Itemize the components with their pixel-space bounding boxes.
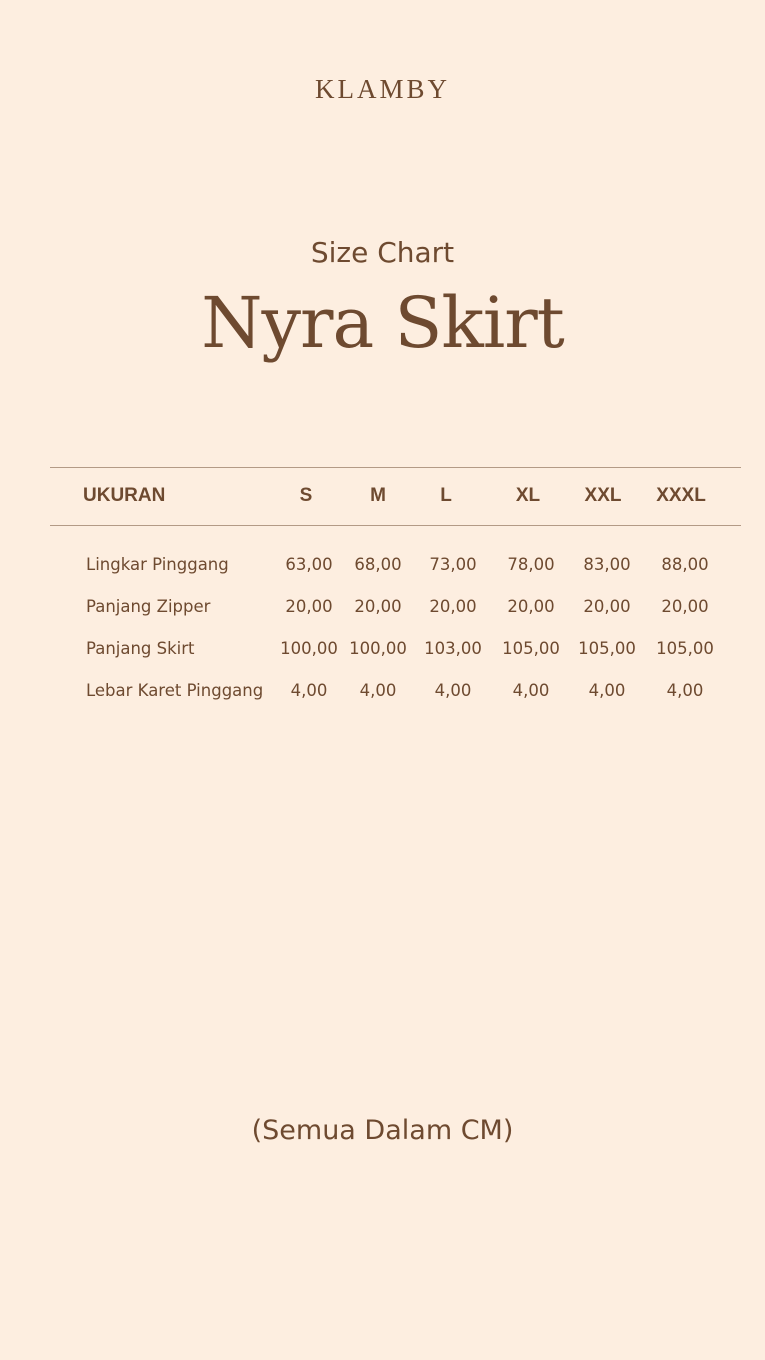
- table-cell: 20,00: [354, 597, 402, 616]
- header-size-m: M: [370, 485, 386, 506]
- table-cell: 73,00: [429, 555, 477, 574]
- table-top-divider: [50, 467, 741, 468]
- table-cell: 4,00: [434, 681, 472, 700]
- row-label-panjang-skirt: Panjang Skirt: [86, 639, 195, 658]
- header-size-xxxl: XXXL: [656, 485, 706, 506]
- table-cell: 68,00: [354, 555, 402, 574]
- table-cell: 105,00: [656, 639, 714, 658]
- table-cell: 100,00: [280, 639, 338, 658]
- table-cell: 100,00: [349, 639, 407, 658]
- row-label-lingkar-pinggang: Lingkar Pinggang: [86, 555, 229, 574]
- header-size-s: S: [299, 485, 313, 506]
- table-cell: 20,00: [507, 597, 555, 616]
- table-cell: 20,00: [661, 597, 709, 616]
- table-header-divider: [50, 525, 741, 526]
- header-size-xxl: XXL: [584, 485, 622, 506]
- table-cell: 20,00: [583, 597, 631, 616]
- table-cell: 20,00: [429, 597, 477, 616]
- row-label-panjang-zipper: Panjang Zipper: [86, 597, 211, 616]
- page-title: Nyra Skirt: [201, 282, 564, 364]
- header-size-xl: XL: [515, 485, 541, 506]
- table-cell: 83,00: [583, 555, 631, 574]
- table-cell: 4,00: [359, 681, 397, 700]
- table-cell: 4,00: [512, 681, 550, 700]
- table-cell: 105,00: [578, 639, 636, 658]
- brand-logo: KLAMBY: [314, 74, 450, 104]
- table-cell: 103,00: [424, 639, 482, 658]
- table-cell: 4,00: [588, 681, 626, 700]
- table-cell: 88,00: [661, 555, 709, 574]
- row-label-lebar-karet-pinggang: Lebar Karet Pinggang: [86, 681, 264, 700]
- table-cell: 78,00: [507, 555, 555, 574]
- table-cell: 4,00: [290, 681, 328, 700]
- page-subtitle: Size Chart: [310, 236, 455, 269]
- units-note: (Semua Dalam CM): [251, 1115, 514, 1146]
- table-cell: 4,00: [666, 681, 704, 700]
- table-cell: 105,00: [502, 639, 560, 658]
- table-cell: 20,00: [285, 597, 333, 616]
- table-cell: 63,00: [285, 555, 333, 574]
- header-ukuran: UKURAN: [83, 485, 166, 506]
- header-size-l: L: [440, 485, 452, 506]
